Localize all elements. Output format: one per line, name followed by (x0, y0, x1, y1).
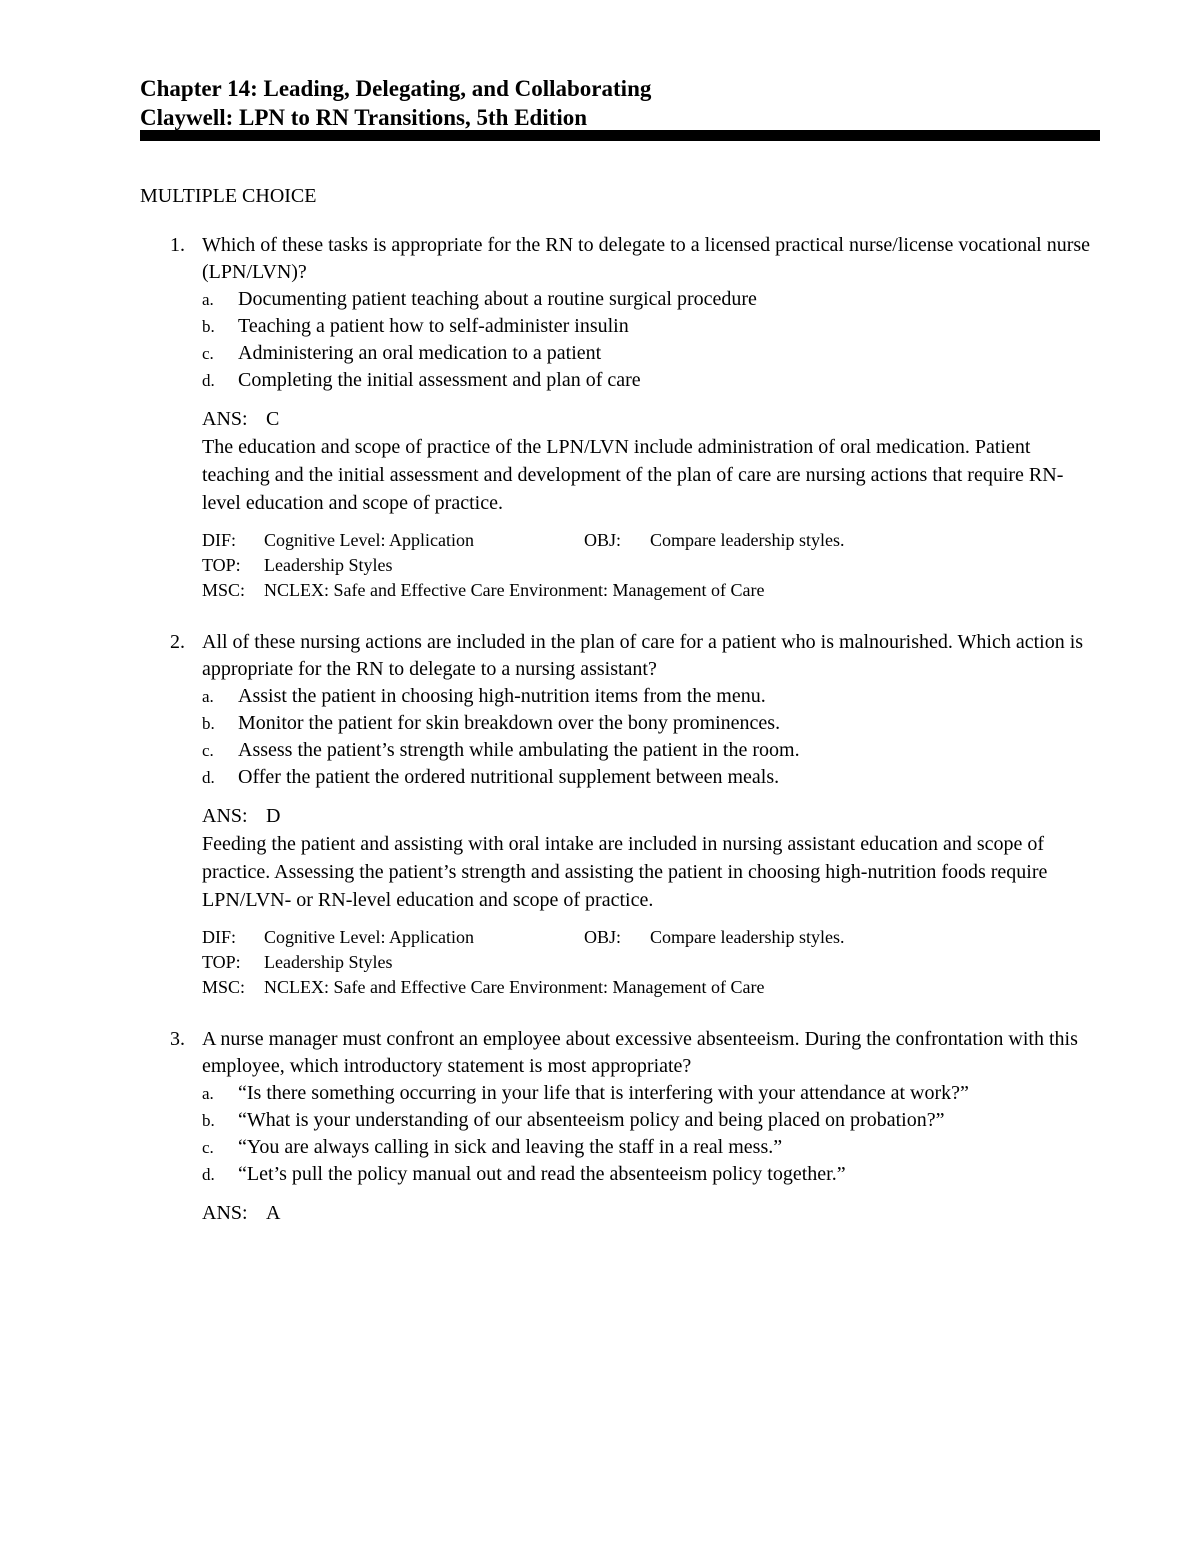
question-number: 2. (170, 631, 185, 653)
question-number: 1. (170, 234, 185, 256)
dif-label: DIF: (202, 927, 237, 947)
rationale: Feeding the patient and assisting with oral intake are included in nursing assistant education and scope of practice. Assessing the patient’s strength and assisting the patient in choosing high-nutrition foods require LPN/LVN- or RN-level education and scope of practice. (202, 833, 1048, 911)
chapter-title: Chapter 14: Leading, Delegating, and Collaborating (140, 76, 652, 101)
option-a (202, 1080, 1100, 1107)
option-text: Offer the patient the ordered nutritional supplement between meals. (238, 766, 780, 788)
option-letter: a. (202, 290, 214, 309)
option-list (202, 286, 1100, 394)
top-row (202, 950, 1100, 975)
option-text: “Let’s pull the policy manual out and read the absenteeism policy together.” (238, 1163, 846, 1185)
obj-label: OBJ: (584, 927, 622, 947)
dif-obj-row (202, 925, 1100, 950)
question-metadata (202, 925, 1100, 1000)
option-letter: c. (202, 344, 214, 363)
msc-value: NCLEX: Safe and Effective Care Environment: Management of Care (264, 977, 765, 997)
option-text: Monitor the patient for skin breakdown over the bony prominences. (238, 712, 781, 734)
msc-value: NCLEX: Safe and Effective Care Environment: Management of Care (264, 580, 765, 600)
question-1 (140, 232, 1100, 603)
option-text: Administering an oral medication to a patient (238, 342, 602, 364)
top-value: Leadership Styles (264, 555, 393, 575)
answer-label: ANS: (202, 408, 248, 430)
header-rule (140, 130, 1100, 141)
top-label: TOP: (202, 555, 241, 575)
answer-line (202, 405, 1100, 433)
option-letter: b. (202, 1111, 215, 1130)
msc-label: MSC: (202, 580, 246, 600)
option-a (202, 683, 1100, 710)
dif-obj-row (202, 528, 1100, 553)
option-d (202, 1161, 1100, 1188)
dif-label: DIF: (202, 530, 237, 550)
rationale: The education and scope of practice of the LPN/LVN include administration of oral medication. Patient teaching and the initial assessment and development of the plan of care are nursing actions that require RN-level education and scope of practice. (202, 436, 1064, 514)
option-text: Documenting patient teaching about a routine surgical procedure (238, 288, 757, 310)
option-b (202, 710, 1100, 737)
option-c (202, 737, 1100, 764)
option-letter: d. (202, 1165, 215, 1184)
question-number: 3. (170, 1028, 185, 1050)
top-value: Leadership Styles (264, 952, 393, 972)
obj-label: OBJ: (584, 530, 622, 550)
option-list (202, 1080, 1100, 1188)
answer-value: D (266, 805, 281, 827)
option-letter: a. (202, 1084, 214, 1103)
question-metadata (202, 528, 1100, 603)
obj-value: Compare leadership styles. (650, 927, 845, 947)
option-text: “Is there something occurring in your life that is interfering with your attendance at work?” (238, 1082, 969, 1104)
question-2 (140, 629, 1100, 1000)
obj-value: Compare leadership styles. (650, 530, 845, 550)
answer-label: ANS: (202, 805, 248, 827)
option-b (202, 313, 1100, 340)
msc-label: MSC: (202, 977, 246, 997)
question-stem: A nurse manager must confront an employee about excessive absenteeism. During the confrontation with this employee, which introductory statement is most appropriate? (202, 1028, 1078, 1077)
msc-row (202, 975, 1100, 1000)
dif-value: Cognitive Level: Application (264, 530, 474, 550)
answer-line (202, 802, 1100, 830)
option-c (202, 340, 1100, 367)
option-text: “What is your understanding of our absenteeism policy and being placed on probation?” (238, 1109, 945, 1131)
option-b (202, 1107, 1100, 1134)
option-letter: b. (202, 714, 215, 733)
option-d (202, 367, 1100, 394)
answer-label: ANS: (202, 1202, 248, 1224)
option-c (202, 1134, 1100, 1161)
answer-value: C (266, 408, 280, 430)
msc-row (202, 578, 1100, 603)
option-text: Assist the patient in choosing high-nutrition items from the menu. (238, 685, 766, 707)
answer-line (202, 1199, 1100, 1227)
question-stem: All of these nursing actions are included in the plan of care for a patient who is malnourished. Which action is appropriate for the RN to delegate to a nursing assistant? (202, 631, 1084, 680)
question-3 (140, 1026, 1100, 1227)
answer-value: A (266, 1202, 281, 1224)
option-letter: d. (202, 371, 215, 390)
option-letter: d. (202, 768, 215, 787)
question-list (140, 232, 1100, 1253)
option-text: Assess the patient’s strength while ambulating the patient in the room. (238, 739, 800, 761)
option-text: Teaching a patient how to self-administer insulin (238, 315, 629, 337)
option-letter: c. (202, 741, 214, 760)
option-text: “You are always calling in sick and leaving the staff in a real mess.” (238, 1136, 783, 1158)
option-letter: b. (202, 317, 215, 336)
question-stem: Which of these tasks is appropriate for the RN to delegate to a licensed practical nurse/license vocational nurse (LPN/LVN)? (202, 234, 1091, 283)
dif-value: Cognitive Level: Application (264, 927, 474, 947)
section-title: MULTIPLE CHOICE (140, 185, 317, 207)
top-label: TOP: (202, 952, 241, 972)
top-row (202, 553, 1100, 578)
option-letter: a. (202, 687, 214, 706)
option-list (202, 683, 1100, 791)
option-text: Completing the initial assessment and plan of care (238, 369, 641, 391)
option-letter: c. (202, 1138, 214, 1157)
document-header (140, 74, 1100, 132)
option-d (202, 764, 1100, 791)
book-title: Claywell: LPN to RN Transitions, 5th Edition (140, 105, 588, 130)
option-a (202, 286, 1100, 313)
